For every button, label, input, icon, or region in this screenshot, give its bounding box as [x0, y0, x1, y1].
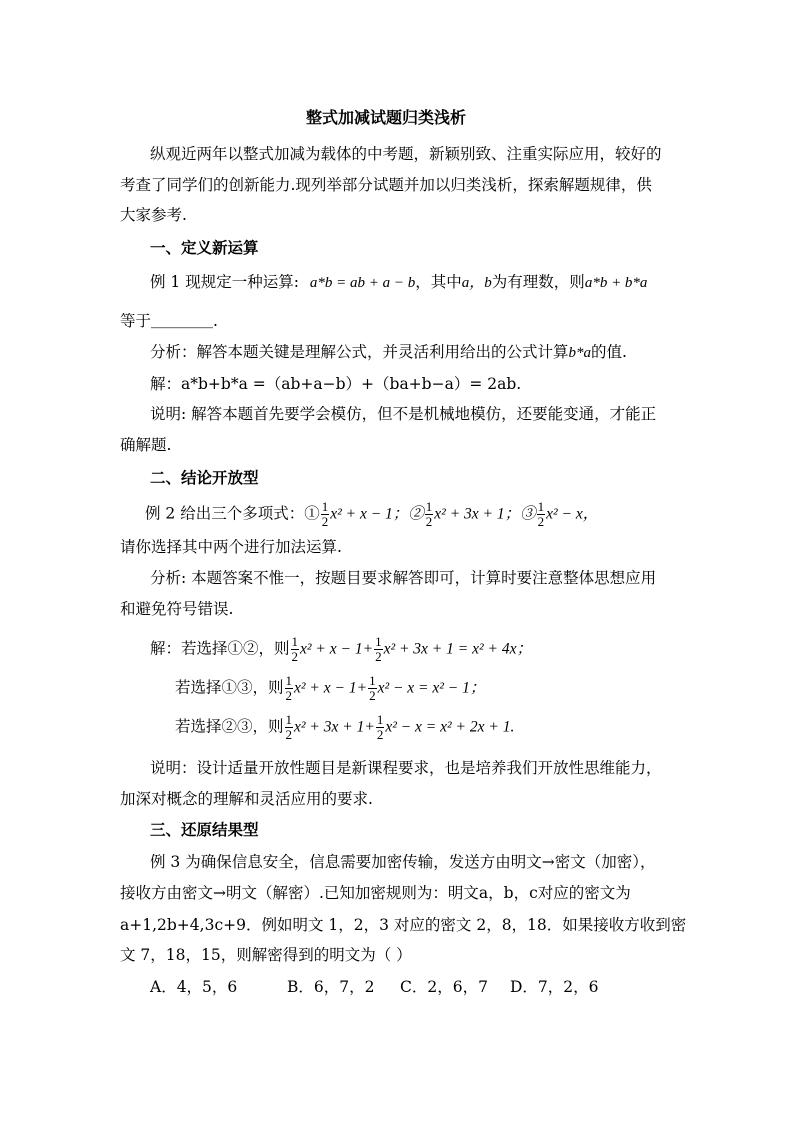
intro-line-2: 考查了同学们的创新能力.现列举部分试题并加以归类浅析，探索解题规律，供 — [120, 176, 652, 194]
fraction-one-half: $\frac{1}{2}$ — [376, 712, 384, 742]
example-3-line-3: a+1,2b+4,3c+9．例如明文 1，2，3 对应的密文 2，8，18．如果接收方收到密 — [120, 916, 687, 934]
example-1-line-1 — [150, 271, 647, 294]
example-1-formula: a*b = ab + a − b — [309, 275, 416, 291]
fraction-one-half: $\frac{1}{2}$ — [537, 499, 545, 529]
example-3-line-4: 文 7，18，15，则解密得到的明文为（ ） — [120, 946, 412, 964]
poly-2-rest: x² + 3x + 1；③ — [434, 505, 536, 523]
example-3-line-2: 接收方由密文→明文（解密）.已知加密规则为：明文a，b，c对应的密文为 — [120, 884, 631, 902]
solution-2-line-3 — [175, 713, 514, 742]
section-heading-2: 二、结论开放型 — [150, 469, 259, 487]
page-title: 整式加减试题归类浅析 — [306, 108, 467, 127]
example-1-mid: ，其中 — [415, 273, 462, 291]
note-2-line-1: 说明：设计适量开放性题目是新课程要求，也是培养我们开放性思维能力， — [150, 759, 662, 777]
poly-3-rest: x² − x， — [546, 505, 599, 523]
solution-1: 解：a*b+b*a =（ab+a−b）+（ba+b−a）= 2ab. — [150, 375, 522, 393]
fraction-one-half: $\frac{1}{2}$ — [425, 499, 433, 529]
analysis-2-line-1: 分析: 本题答案不惟一，按题目要求解答即可，计算时要注意整体思想应用 — [150, 569, 657, 587]
example-3-line-1: 例 3 为确保信息安全，信息需要加密传输，发送方由明文→密文（加密）， — [150, 853, 656, 871]
choice-option-a: A．4，5，6 — [150, 978, 238, 996]
example-1-mid2: 为有理数，则 — [491, 273, 585, 291]
solution-2-3-prefix: 若选择②③，则 — [175, 717, 284, 736]
solution-2-line-2 — [175, 674, 485, 703]
poly-1-rest: x² + x − 1；② — [330, 505, 424, 523]
solution-2-2-b: x² − x = x² − 1； — [377, 679, 486, 697]
analysis-1-expr: b*a — [568, 345, 592, 361]
analysis-1-prefix: 分析：解答本题关键是理解公式，并灵活利用给出的公式计算 — [150, 343, 569, 361]
solution-2-3-b: x² − x = x² + 2x + 1. — [385, 718, 515, 736]
solution-2-2-prefix: 若选择①③，则 — [175, 678, 284, 697]
fraction-one-half: $\frac{1}{2}$ — [375, 634, 382, 664]
solution-2-1-b: x² + 3x + 1 = x² + 4x； — [383, 640, 532, 658]
fraction-one-half: $\frac{1}{2}$ — [291, 634, 299, 664]
choice-option-c: C．2，6，7 — [400, 978, 488, 996]
example-2-prefix: 例 2 给出三个多项式：① — [145, 504, 320, 523]
analysis-1-suffix: 的值. — [591, 343, 627, 361]
note-1-line-2: 确解题. — [120, 436, 172, 454]
example-2-line-2: 请你选择其中两个进行加法运算. — [120, 538, 342, 556]
example-2-line-1 — [145, 500, 598, 529]
intro-line-3: 大家参考. — [120, 206, 187, 224]
note-2-line-2: 加深对概念的理解和灵活应用的要求. — [120, 790, 373, 808]
choice-option-d: D．7，2，6 — [510, 978, 599, 996]
fraction-one-half: $\frac{1}{2}$ — [369, 673, 376, 703]
fraction-one-half: $\frac{1}{2}$ — [285, 712, 293, 742]
fraction-one-half: $\frac{1}{2}$ — [285, 673, 293, 703]
fraction-one-half: $\frac{1}{2}$ — [321, 499, 329, 529]
solution-2-line-1 — [150, 635, 532, 664]
analysis-2-line-2: 和避免符号错误. — [120, 600, 234, 618]
example-1-vars: a，b — [461, 275, 492, 291]
analysis-1 — [150, 341, 627, 364]
section-heading-1: 一、定义新运算 — [150, 239, 259, 257]
note-1-line-1: 说明: 解答本题首先要学会模仿，但不是机械地模仿，还要能变通，才能正 — [150, 405, 657, 423]
section-heading-3: 三、还原结果型 — [150, 821, 259, 839]
solution-2-3-a: x² + 3x + 1+ — [294, 718, 375, 736]
solution-2-1-a: x² + x − 1+ — [300, 640, 374, 658]
intro-line-1: 纵观近两年以整式加减为载体的中考题，新颖别致、注重实际应用，较好的 — [150, 145, 662, 163]
example-1-line-2: 等于＿＿＿＿. — [120, 312, 218, 330]
example-1-prefix: 例 1 现规定一种运算: — [150, 273, 299, 291]
choice-option-b: B．6，7，2 — [287, 978, 375, 996]
example-1-expr: a*b + b*a — [584, 275, 648, 291]
solution-2-2-a: x² + x − 1+ — [294, 679, 368, 697]
solution-2-1-prefix: 解：若选择①②，则 — [150, 639, 290, 658]
